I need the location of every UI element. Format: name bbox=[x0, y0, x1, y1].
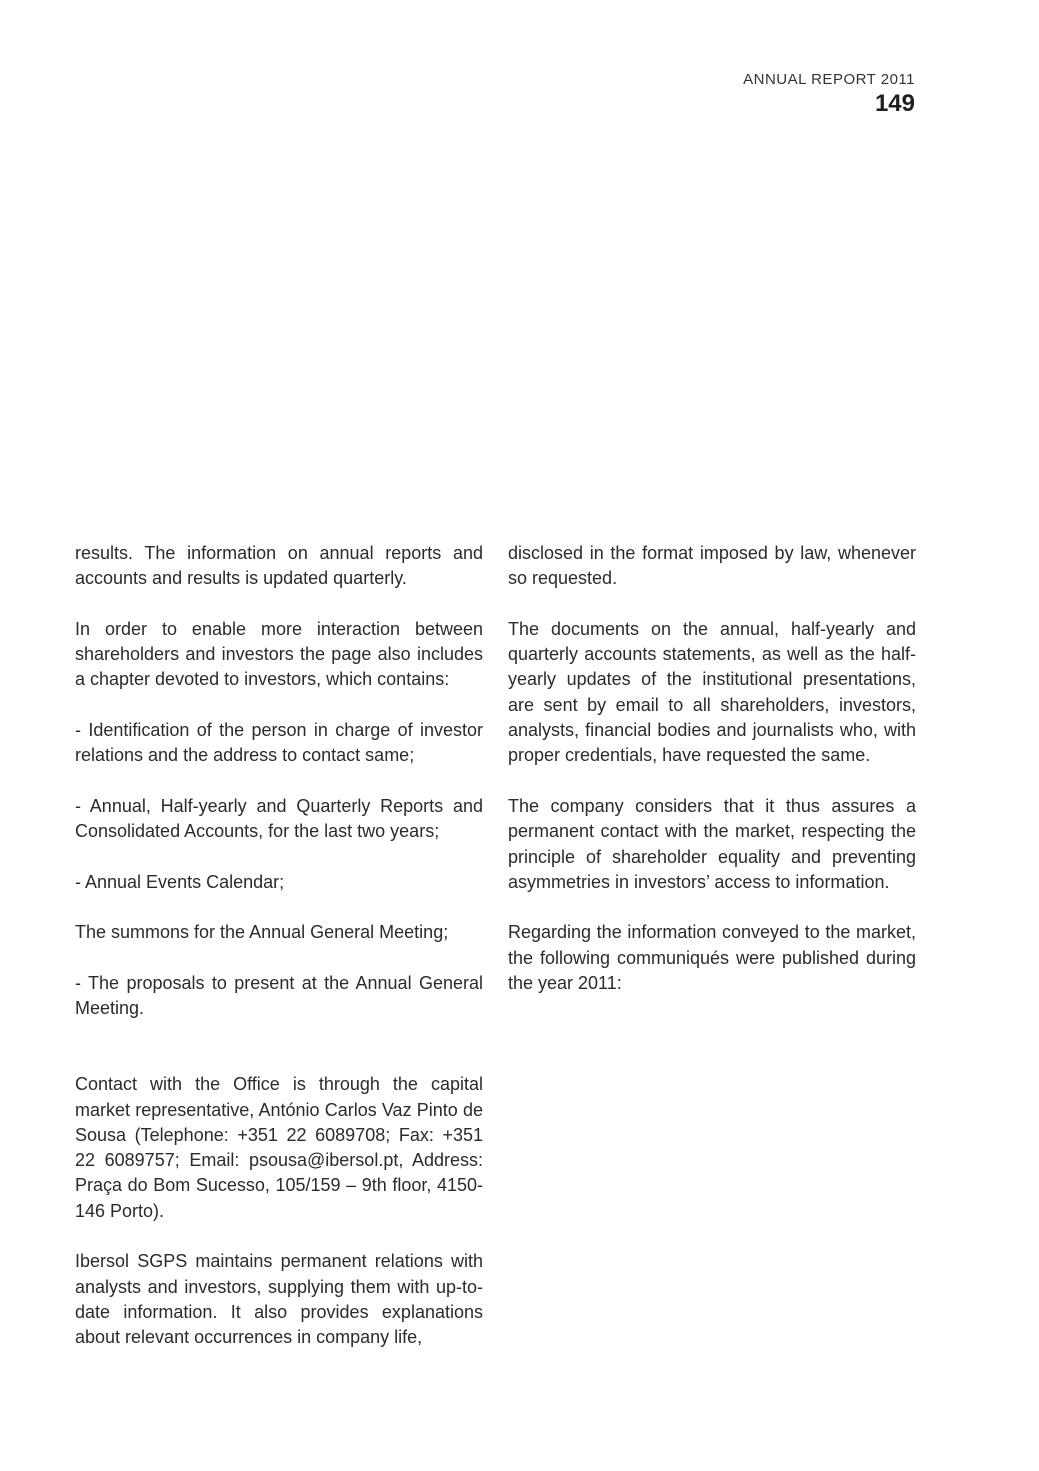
paragraph: results. The information on annual reports and accounts and results is updated quarterly. bbox=[75, 543, 483, 589]
paragraph: disclosed in the format imposed by law, whenever so requested. bbox=[508, 543, 916, 589]
paragraph: In order to enable more interaction between shareholders and investors the page also includes a chapter devoted to investors, which contains: bbox=[75, 618, 483, 690]
list-item: - Annual Events Calendar; bbox=[75, 871, 285, 892]
list-item: The summons for the Annual General Meeting; bbox=[75, 922, 449, 943]
paragraph: Contact with the Office is through the capital market representative, António Carlos Vaz Pinto de Sousa (Telephone: +351 22 6089708; Fax: +351 22 6089757; Email: psousa@ibersol.pt, Address: Praça do Bom Sucesso, 105/159 – 9th floor, 4150-146 Porto). bbox=[75, 1074, 483, 1221]
list-item: - Identification of the person in charge of investor relations and the address to contact same; bbox=[75, 720, 483, 766]
right-column bbox=[508, 541, 916, 1022]
paragraph: Regarding the information conveyed to the market, the following communiqués were published during the year 2011: bbox=[508, 922, 916, 994]
page-header bbox=[743, 70, 915, 118]
paragraph: Ibersol SGPS maintains permanent relations with analysts and investors, supplying them with up-to-date information. It also provides explanations about relevant occurrences in company life, bbox=[75, 1251, 483, 1348]
paragraph: The documents on the annual, half-yearly and quarterly accounts statements, as well as the half-yearly updates of the institutional presentations, are sent by email to all shareholders, investors, analysts, financial bodies and journalists who, with proper credentials, have requested the same. bbox=[508, 618, 916, 766]
report-title: ANNUAL REPORT 2011 bbox=[743, 71, 915, 88]
paragraph: The company considers that it thus assures a permanent contact with the market, respecting the principle of shareholder equality and preventing asymmetries in investors’ access to information. bbox=[508, 795, 916, 892]
list-item: - The proposals to present at the Annual General Meeting. bbox=[75, 973, 483, 1019]
page-number: 149 bbox=[874, 90, 915, 117]
left-column bbox=[75, 541, 483, 1376]
list-item: - Annual, Half-yearly and Quarterly Reports and Consolidated Accounts, for the last two years; bbox=[75, 795, 483, 842]
